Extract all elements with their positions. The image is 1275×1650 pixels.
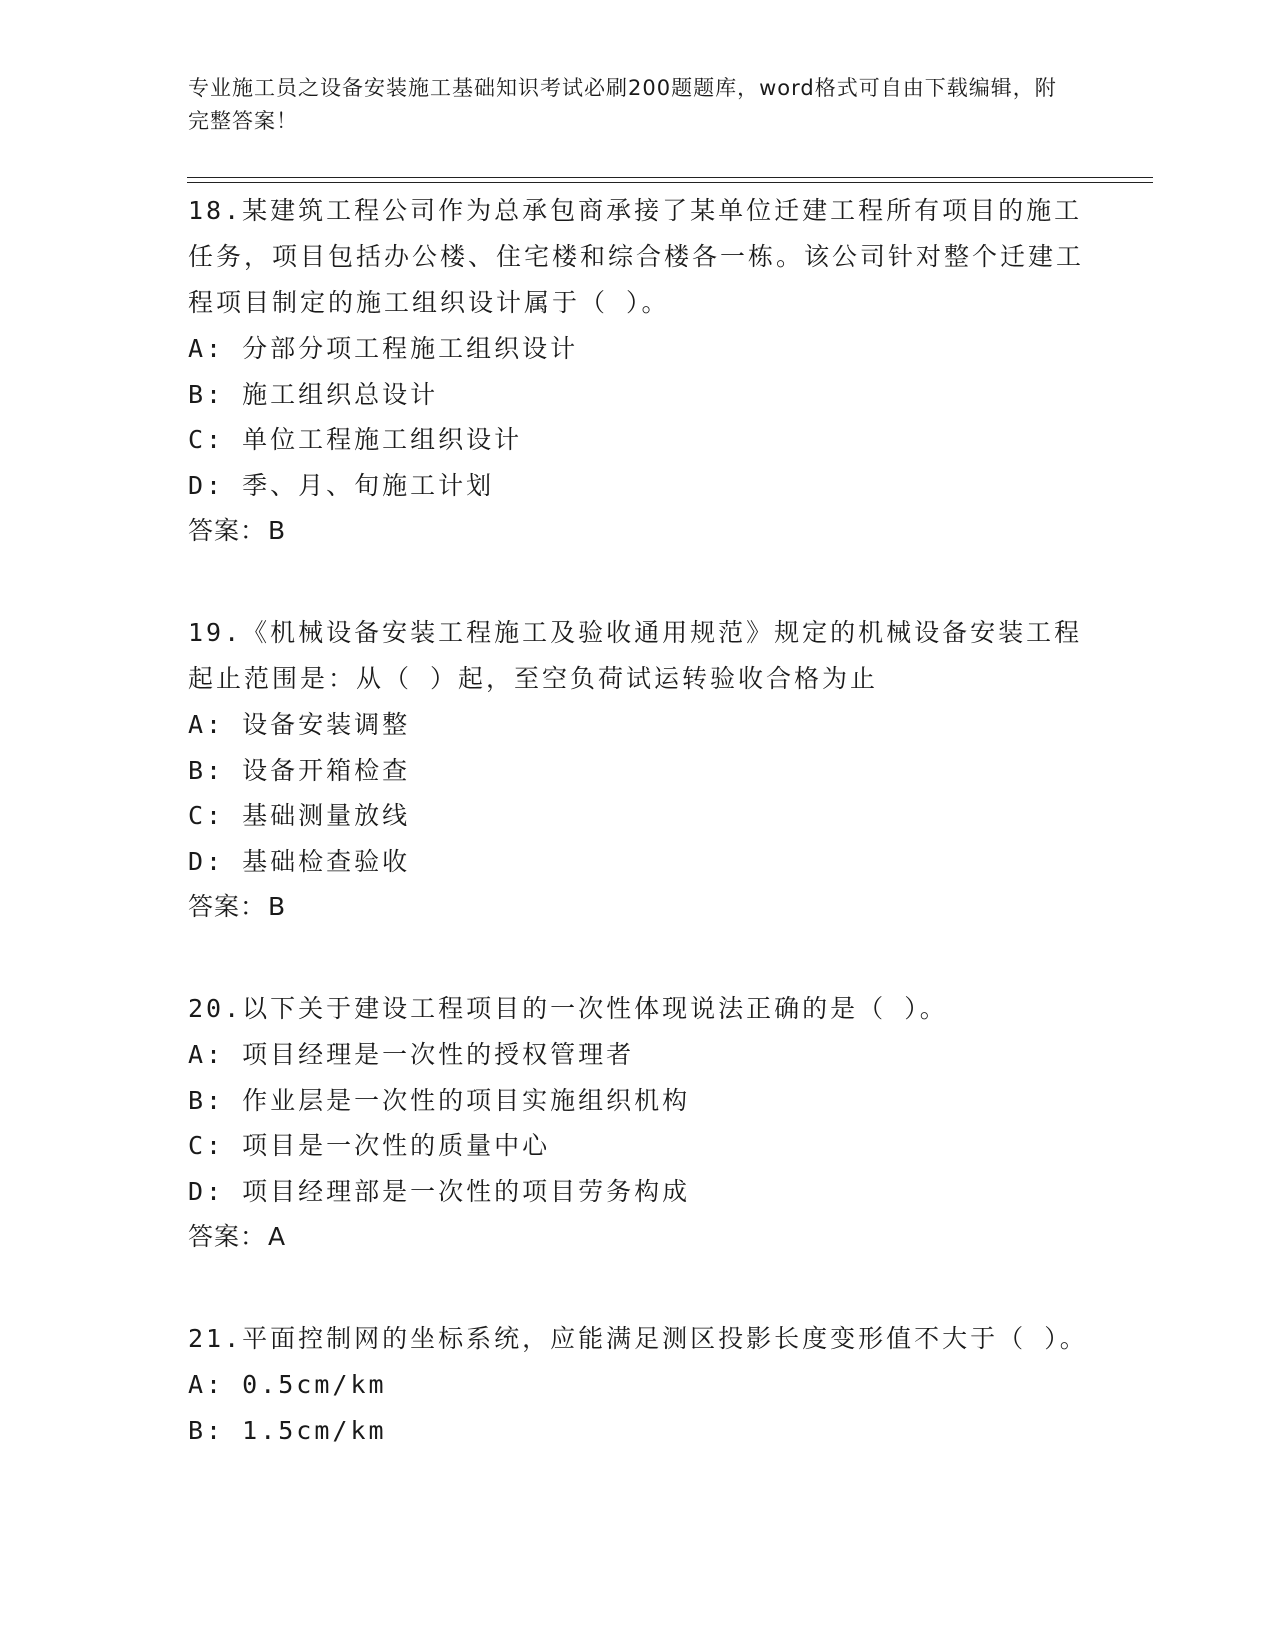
option-a: A: 项目经理是一次性的授权管理者 [188, 1040, 635, 1069]
answer-line [188, 1214, 1088, 1260]
document-title: 专业施工员之设备安装施工基础知识考试必刷200题题库，word格式可自由下载编辑，附完整答案！ [188, 76, 1057, 133]
answer-label: 答案： [188, 1222, 267, 1251]
answer-label: 答案： [188, 516, 267, 545]
question-20 [188, 986, 1088, 1260]
option-b: B: 施工组织总设计 [188, 379, 439, 409]
option-b: B: 作业层是一次性的项目实施组织机构 [188, 1085, 691, 1115]
document-header [188, 72, 1068, 138]
question-stem: 21.平面控制网的坐标系统，应能满足测区投影长度变形值不大于（ ）。 [188, 1324, 1088, 1353]
option-b: B: 设备开箱检查 [188, 755, 411, 785]
option-c: C: 单位工程施工组织设计 [188, 425, 523, 454]
answer-value: B [268, 516, 287, 545]
option-a: A: 设备安装调整 [188, 710, 411, 739]
answer-line [188, 508, 1088, 554]
question-19 [188, 610, 1088, 930]
option-c: C: 项目是一次性的质量中心 [188, 1131, 551, 1160]
question-stem: 18.某建筑工程公司作为总承包商承接了某单位迁建工程所有项目的施工任务，项目包括办公楼、住宅楼和综合楼各一栋。该公司针对整个迁建工程项目制定的施工组织设计属于（ ）。 [188, 196, 1085, 317]
header-rule-bottom [187, 182, 1153, 183]
question-21 [188, 1316, 1088, 1453]
option-a: A: 分部分项工程施工组织设计 [188, 334, 579, 363]
option-d: D: 季、月、旬施工计划 [188, 470, 495, 500]
answer-label: 答案： [188, 892, 267, 921]
question-stem: 19.《机械设备安装工程施工及验收通用规范》规定的机械设备安装工程起止范围是：从（ ）起，至空负荷试运转验收合格为止 [188, 618, 1083, 693]
option-c: C: 基础测量放线 [188, 801, 411, 830]
header-rule-top [187, 177, 1153, 178]
question-list [188, 188, 1088, 1509]
option-a: A: 0.5cm/km [188, 1370, 387, 1399]
option-b: B: 1.5cm/km [188, 1415, 387, 1445]
option-d: D: 项目经理部是一次性的项目劳务构成 [188, 1176, 691, 1206]
answer-value: B [268, 892, 287, 921]
answer-line [188, 884, 1088, 930]
option-d: D: 基础检查验收 [188, 846, 411, 876]
question-18 [188, 188, 1088, 554]
answer-value: A [268, 1222, 287, 1251]
question-stem: 20.以下关于建设工程项目的一次性体现说法正确的是（ ）。 [188, 994, 948, 1023]
